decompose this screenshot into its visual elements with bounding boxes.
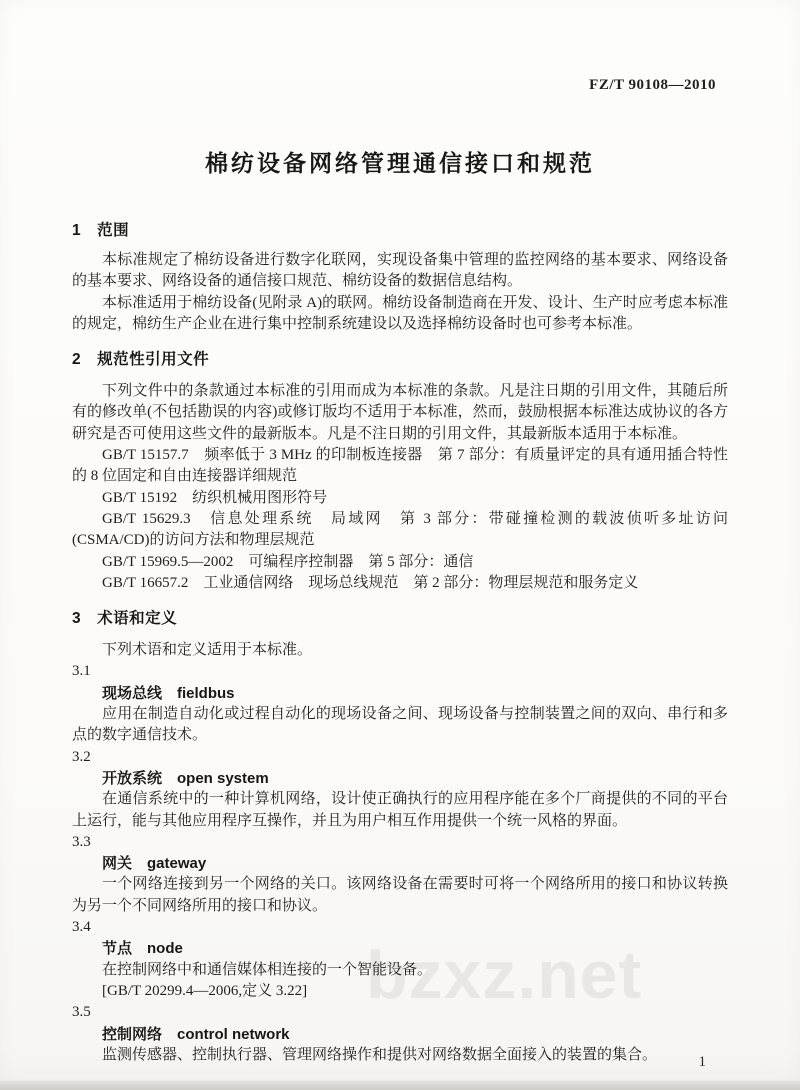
- terms-intro: 下列术语和定义适用于本标准。: [102, 642, 313, 659]
- scope-paragraph-1: 本标准规定了棉纺设备进行数字化联网，实现设备集中管理的监控网络的基本要求、网络设备的基本要求、网络设备的通信接口规范、棉纺设备的数据信息结构。: [72, 252, 728, 290]
- term-number: 3.4: [72, 919, 91, 936]
- reference-item-1: GB/T 15157.7 频率低于 3 MHz 的印制板连接器 第 7 部分：有质量评定的具有通用插合特性的 8 位固定和自由连接器详细规范: [72, 447, 728, 485]
- term-name: 网关 gateway: [102, 855, 207, 873]
- term-number: 3.3: [72, 833, 91, 850]
- term-definition-3-2: [72, 747, 728, 832]
- term-number: 3.1: [72, 663, 91, 680]
- term-name: 控制网络 control network: [102, 1025, 290, 1043]
- section-scope-heading: 1 范围: [72, 222, 130, 239]
- scan-bottom-edge: [0, 1080, 800, 1090]
- term-definition: 应用在制造自动化或过程自动化的现场设备之间、现场设备与控制装置之间的双向、串行和多点的数字通信技术。: [72, 706, 728, 744]
- term-number: 3.5: [72, 1004, 91, 1021]
- scope-paragraph-2: 本标准适用于棉纺设备(见附录 A)的联网。棉纺设备制造商在开发、设计、生产时应考虑本标准的规定，棉纺生产企业在进行集中控制系统建设以及选择棉纺设备时也可参考本标准。: [72, 294, 728, 332]
- page-number: 1: [698, 1054, 706, 1070]
- term-definition-3-3: [72, 832, 728, 917]
- term-definition: 在通信系统中的一种计算机网络，设计使正确执行的应用程序能在多个厂商提供的不同的平台上运行，能与其他应用程序互操作，并且为用户相互作用提供一个统一风格的界面。: [72, 791, 728, 829]
- term-source-reference: [GB/T 20299.4—2006,定义 3.22]: [102, 982, 308, 999]
- section-normative-references-heading: 2 规范性引用文件: [72, 351, 210, 369]
- reference-item-3: GB/T 15629.3 信息处理系统 局域网 第 3 部分：带碰撞检测的载波侦听多址访问(CSMA/CD)的访问方法和物理层规范: [72, 510, 728, 549]
- term-number: 3.2: [72, 748, 91, 765]
- document-title: 棉纺设备网络管理通信接口和规范: [205, 150, 595, 176]
- section-terms-heading: 3 术语和定义: [72, 610, 178, 628]
- term-definition-3-5: [72, 1002, 728, 1066]
- site-watermark: bzxz.net: [366, 937, 643, 1013]
- term-definition: 在控制网络中和通信媒体相连接的一个智能设备。: [102, 961, 433, 978]
- reference-item-5: GB/T 16657.2 工业通信网络 现场总线规范 第 2 部分：物理层规范和服务定义: [102, 574, 639, 591]
- normative-references-intro: 下列文件中的条款通过本标准的引用而成为本标准的条款。凡是注日期的引用文件，其随后所有的修改单(不包括勘误的内容)或修订版均不适用于本标准，然而，鼓励根据本标准达成协议的各方研究是否可使用这些文件的最新版本。凡是不注日期的引用文件，其最新版本适用于本标准。: [72, 383, 728, 442]
- reference-item-4: GB/T 15969.5—2002 可编程序控制器 第 5 部分：通信: [102, 553, 474, 570]
- reference-item-2: GB/T 15192 纺织机械用图形符号: [102, 489, 328, 506]
- term-definition-3-1: [72, 661, 728, 746]
- term-definition: 监测传感器、控制执行器、管理网络操作和提供对网络数据全面接入的装置的集合。: [102, 1046, 658, 1063]
- term-definition-3-4: [72, 917, 728, 1002]
- term-definition: 一个网络连接到另一个网络的关口。该网络设备在需要时可将一个网络所用的接口和协议转换为另一个不同网络所用的接口和协议。: [72, 876, 728, 914]
- standard-number: FZ/T 90108—2010: [589, 77, 716, 93]
- term-name: 现场总线 fieldbus: [102, 684, 235, 702]
- term-name: 开放系统 open system: [102, 769, 269, 787]
- term-name: 节点 node: [102, 940, 183, 958]
